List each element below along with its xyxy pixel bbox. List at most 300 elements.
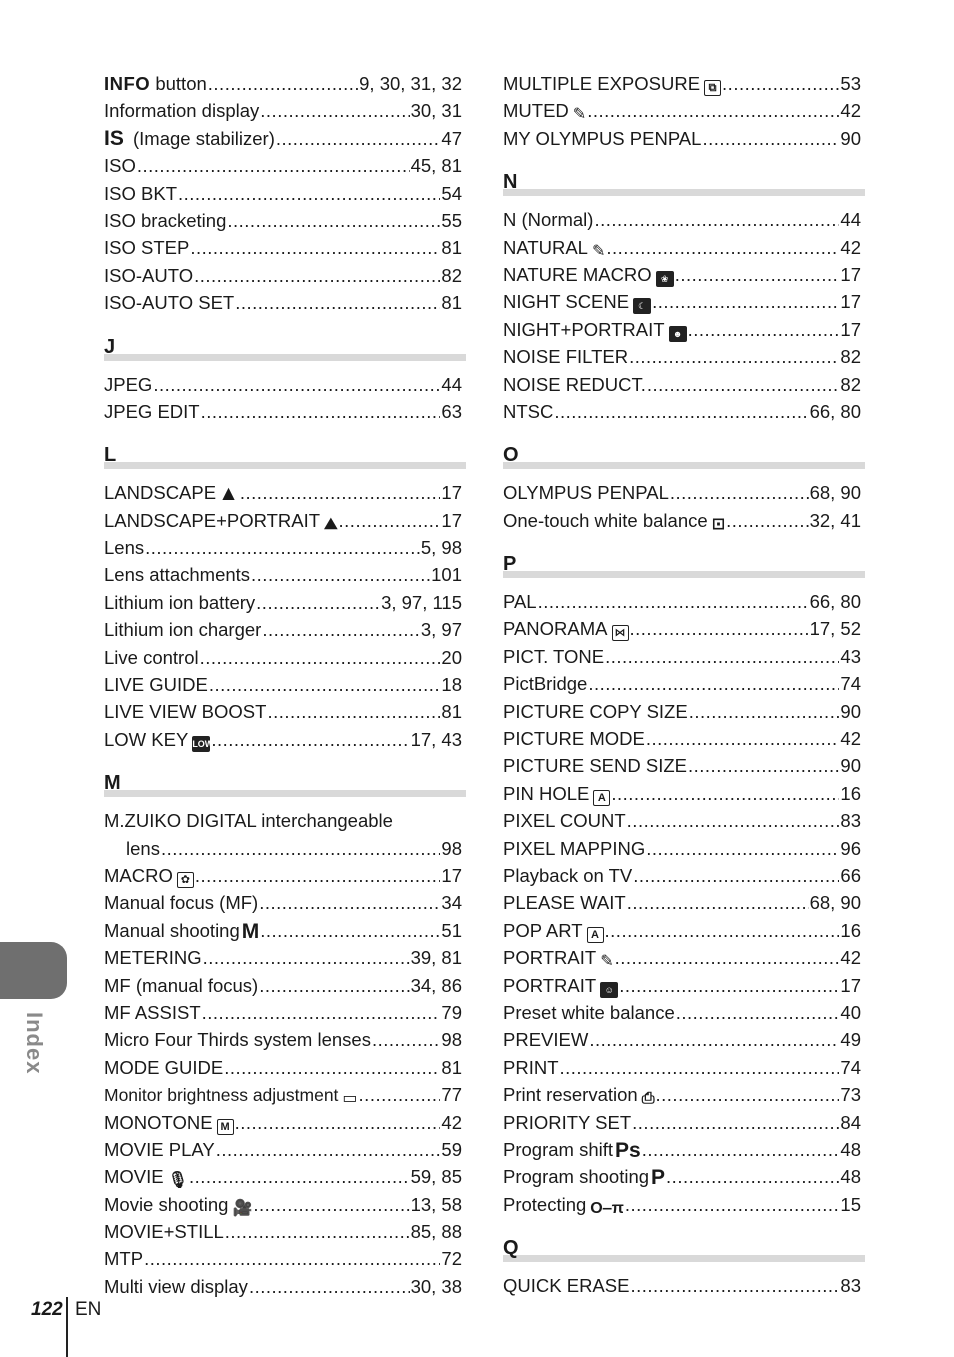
index-term — [503, 643, 604, 670]
index-entry — [104, 125, 466, 152]
manual-mode-icon: M — [241, 919, 260, 943]
index-term-text: ISO-AUTO SET — [104, 292, 235, 314]
index-term-text: MTP — [104, 1248, 144, 1270]
index-term — [503, 725, 645, 752]
index-term-text: Manual shooting — [104, 919, 240, 941]
page-references: 34 — [441, 892, 462, 914]
index-term-text: MULTIPLE EXPOSURE — [503, 73, 701, 94]
dot-leader — [225, 1218, 410, 1245]
dot-leader — [137, 152, 410, 179]
page-references: 77 — [441, 1084, 462, 1106]
page-references: 17 — [840, 291, 861, 313]
index-term — [104, 398, 200, 425]
index-entry — [104, 262, 466, 289]
page-references: 44 — [840, 209, 861, 231]
index-term-text: MOVIE PLAY — [104, 1138, 215, 1160]
section-bar — [104, 462, 466, 469]
dot-leader — [605, 643, 839, 670]
index-term — [104, 1273, 248, 1300]
index-term-text: LANDSCAPE — [104, 482, 217, 504]
index-term-text: PICTURE COPY SIZE — [503, 700, 688, 722]
dot-leader — [630, 1272, 839, 1299]
page-references: 98 — [441, 837, 462, 859]
index-term-text: MOVIE — [104, 1166, 164, 1188]
dot-leader — [372, 1026, 440, 1053]
index-term-prefix: INFO — [104, 73, 151, 94]
index-term-text: N (Normal) — [503, 209, 594, 231]
night-portrait-icon: ☻ — [669, 326, 687, 342]
index-entry — [104, 889, 466, 916]
index-term-text: OLYMPUS PENPAL — [503, 482, 669, 504]
page-references: 84 — [840, 1111, 861, 1133]
index-term — [104, 1191, 252, 1218]
index-entry — [503, 752, 865, 779]
index-term — [503, 1272, 629, 1299]
index-entry — [104, 561, 466, 588]
page-references: 49 — [840, 1029, 861, 1051]
index-entry — [104, 234, 466, 261]
index-term-text: PictBridge — [503, 673, 588, 695]
index-term-text: PICTURE MODE — [503, 728, 645, 750]
index-term-text: PRIORITY SET — [503, 1111, 632, 1133]
dot-leader — [194, 262, 440, 289]
index-term-text: NATURE MACRO — [503, 263, 652, 285]
index-term — [503, 780, 610, 807]
index-term-text: Lithium ion charger — [104, 619, 262, 641]
dot-leader — [203, 944, 410, 971]
portrait-scene-icon: ☺ — [600, 982, 618, 998]
landscape-portrait-icon: ⛰ — [324, 515, 338, 533]
dot-leader — [689, 698, 840, 725]
index-entry — [104, 479, 466, 506]
index-term — [104, 97, 259, 124]
index-term-text: Multi view display — [104, 1275, 248, 1297]
section-bar — [104, 790, 466, 797]
page-references: 13, 58 — [410, 1193, 462, 1215]
index-entry — [503, 999, 865, 1026]
index-term — [503, 70, 721, 97]
index-term — [503, 615, 629, 642]
index-term-text: Preset white balance — [503, 1001, 675, 1023]
page-references: 101 — [431, 564, 462, 586]
index-entry — [104, 917, 466, 944]
page-references: 17 — [441, 864, 462, 886]
index-term-text: MOVIE+STILL — [104, 1221, 224, 1243]
page-references: 66, 80 — [809, 591, 861, 613]
dot-leader — [153, 371, 440, 398]
index-term — [503, 507, 725, 534]
index-term — [503, 479, 669, 506]
page-references: 39, 81 — [410, 947, 462, 969]
dot-leader — [259, 972, 409, 999]
section-bar — [503, 462, 865, 469]
index-term-text: NOISE REDUCT. — [503, 373, 646, 395]
index-term — [104, 371, 152, 398]
dot-leader — [625, 1191, 840, 1218]
page-references: 90 — [840, 755, 861, 777]
index-term-text: One-touch white balance — [503, 509, 708, 531]
page-references: 48 — [840, 1138, 861, 1160]
page-references: 20 — [441, 646, 462, 668]
movie-camera-icon: 🎥 — [232, 1199, 253, 1217]
index-term — [104, 726, 214, 753]
index-term — [104, 1026, 371, 1053]
index-term — [104, 671, 208, 698]
index-entry — [104, 1191, 466, 1218]
page-references: 17 — [840, 263, 861, 285]
page-references: 45, 81 — [410, 155, 462, 177]
index-term — [104, 1082, 358, 1109]
dot-leader — [629, 343, 839, 370]
index-term — [503, 944, 614, 971]
section-bar — [503, 189, 865, 196]
page-references: 30, 38 — [410, 1275, 462, 1297]
section-header — [104, 771, 466, 799]
dot-leader — [611, 780, 839, 807]
index-term — [104, 889, 258, 916]
section-bar — [503, 571, 865, 578]
dot-leader — [202, 999, 441, 1026]
dot-leader — [189, 1163, 410, 1190]
dot-leader — [144, 1245, 440, 1272]
page-references: 16 — [840, 782, 861, 804]
index-term-text: MACRO — [104, 864, 173, 886]
index-term — [503, 1026, 588, 1053]
index-entry — [503, 588, 865, 615]
index-term-text: Lens — [104, 537, 145, 559]
index-entry — [104, 371, 466, 398]
index-entry — [503, 1272, 865, 1299]
dot-leader — [619, 972, 839, 999]
art-pop-icon: A — [587, 927, 604, 943]
page-references: 44 — [441, 373, 462, 395]
index-term-text: LIVE GUIDE — [104, 674, 208, 696]
page-references: 68, 90 — [809, 482, 861, 504]
index-entry — [503, 972, 865, 999]
index-entry — [503, 1136, 865, 1163]
index-term-text: Protecting — [503, 1193, 587, 1215]
index-term — [503, 288, 651, 315]
dot-leader — [666, 1163, 839, 1190]
section-letter: O — [503, 444, 519, 467]
page-references: 82 — [441, 264, 462, 286]
index-term-text: NOISE FILTER — [503, 346, 629, 368]
index-term-text: ISO bracketing — [104, 209, 227, 231]
index-term — [503, 917, 604, 944]
index-entry — [503, 835, 865, 862]
index-entry — [104, 944, 466, 971]
dot-leader — [538, 588, 809, 615]
index-entry — [503, 288, 865, 315]
page-references: 15 — [840, 1193, 861, 1215]
page-references: 63 — [441, 400, 462, 422]
index-entry — [503, 725, 865, 752]
index-term — [104, 289, 234, 316]
dot-leader — [615, 944, 840, 971]
index-term-text: PLEASE WAIT — [503, 892, 626, 914]
index-entry — [104, 70, 466, 97]
page-references: 98 — [441, 1029, 462, 1051]
index-term — [503, 807, 626, 834]
index-entry — [104, 152, 466, 179]
dot-leader — [276, 125, 441, 152]
index-entry — [503, 70, 865, 97]
dot-leader — [161, 835, 440, 862]
dot-leader — [145, 534, 420, 561]
macro-icon: ✿ — [177, 872, 194, 888]
index-term-text: MY OLYMPUS PENPAL — [503, 127, 702, 149]
index-entry — [104, 1136, 466, 1163]
page-references: 42 — [441, 1111, 462, 1133]
index-entry — [104, 1245, 466, 1272]
index-entry — [503, 371, 865, 398]
index-term — [503, 1163, 665, 1190]
index-term — [503, 316, 687, 343]
section-header — [503, 443, 865, 471]
index-entry — [503, 889, 865, 916]
dot-leader — [339, 507, 441, 534]
index-entry — [503, 862, 865, 889]
page-references: 9, 30, 31, 32 — [359, 73, 462, 94]
index-term-text: NATURAL — [503, 236, 588, 258]
index-term — [503, 889, 626, 916]
index-entry — [503, 125, 865, 152]
page-references: 3, 97 — [420, 619, 462, 641]
index-entry — [104, 616, 466, 643]
nature-macro-icon: ❀ — [656, 271, 674, 287]
index-term-text: button — [155, 73, 207, 94]
section-letter: M — [104, 772, 121, 795]
page-references: 32, 41 — [809, 509, 861, 531]
page-references: 42 — [840, 947, 861, 969]
index-term — [503, 1191, 624, 1218]
index-term-text: Program shooting — [503, 1166, 650, 1188]
index-term — [503, 1136, 641, 1163]
index-term-text: PANORAMA — [503, 618, 608, 640]
program-shift-icon: Ps — [615, 1138, 641, 1162]
index-entry — [503, 1109, 865, 1136]
index-entry — [104, 862, 466, 889]
dot-leader — [209, 671, 441, 698]
index-entry — [104, 1054, 466, 1081]
language-code: EN — [75, 1299, 102, 1320]
index-entry — [503, 670, 865, 697]
index-term — [104, 1136, 215, 1163]
index-term-text: POP ART — [503, 919, 583, 941]
index-term-text: Information display — [104, 100, 260, 122]
page-references: 55 — [441, 209, 462, 231]
page-references: 40 — [840, 1001, 861, 1023]
index-entry — [104, 97, 466, 124]
index-term — [104, 125, 275, 152]
section-header — [104, 443, 466, 471]
index-term-text: Monitor brightness adjustment — [104, 1085, 339, 1106]
section-header — [503, 1236, 865, 1264]
panorama-icon: ⋈ — [612, 625, 629, 641]
section-letter: P — [503, 553, 517, 576]
dot-leader — [675, 261, 840, 288]
page-references: 17, 43 — [410, 728, 462, 750]
dot-leader — [178, 180, 440, 207]
index-sections-right — [503, 170, 865, 1299]
index-term — [104, 70, 207, 97]
index-term — [503, 698, 688, 725]
page-references: 17 — [441, 482, 462, 504]
landscape-icon: ▲ — [218, 482, 239, 506]
page-references: 18 — [441, 674, 462, 696]
page-references: 5, 98 — [420, 537, 462, 559]
index-term — [104, 835, 160, 862]
index-term — [104, 616, 261, 643]
index-term — [104, 479, 239, 506]
index-term — [503, 752, 687, 779]
dot-leader — [676, 999, 840, 1026]
index-term-text: PIN HOLE — [503, 782, 590, 804]
page-references: 53 — [840, 73, 861, 94]
dot-leader — [688, 316, 840, 343]
index-term-text: Manual focus (MF) — [104, 892, 259, 914]
index-term-text: Lens attachments — [104, 564, 251, 586]
dot-leader — [670, 479, 809, 506]
index-term-text: METERING — [104, 947, 202, 969]
index-entry — [503, 615, 865, 642]
page-references: 81 — [441, 701, 462, 723]
dot-leader — [195, 862, 441, 889]
dot-leader — [260, 917, 440, 944]
index-term-text: Micro Four Thirds system lenses — [104, 1029, 371, 1051]
index-term — [503, 206, 593, 233]
index-term-prefix: IS — [104, 126, 124, 150]
index-term-text: MODE GUIDE — [104, 1056, 224, 1078]
index-term — [104, 234, 189, 261]
page-references: 66, 80 — [809, 400, 861, 422]
dot-leader — [208, 70, 358, 97]
page-references: 47 — [441, 127, 462, 149]
index-term — [503, 97, 586, 124]
dot-leader — [259, 889, 440, 916]
index-term-text: PICTURE SEND SIZE — [503, 755, 687, 777]
dot-leader — [211, 726, 409, 753]
page-references: 82 — [840, 346, 861, 368]
portrait-picture-mode-icon: ✎ — [600, 953, 614, 971]
dot-leader — [359, 1081, 441, 1108]
index-term-text: NTSC — [503, 400, 554, 422]
dot-leader — [235, 1109, 441, 1136]
index-term-text: PIXEL MAPPING — [503, 837, 646, 859]
index-entry — [104, 180, 466, 207]
dot-leader — [262, 616, 420, 643]
index-term — [503, 234, 605, 261]
index-term — [503, 999, 675, 1026]
dot-leader — [267, 698, 440, 725]
page-references: 81 — [441, 1056, 462, 1078]
page-references: 48 — [840, 1166, 861, 1188]
page-references: 54 — [441, 182, 462, 204]
index-entry — [104, 1109, 466, 1136]
page-references: 66 — [840, 864, 861, 886]
page-references: 51 — [441, 919, 462, 941]
index-group-i — [104, 70, 466, 317]
dot-leader — [647, 371, 840, 398]
page-references: 59 — [441, 1138, 462, 1160]
page-number: 122 — [31, 1299, 63, 1320]
index-term — [503, 1054, 559, 1081]
page-references: 42 — [840, 100, 861, 122]
protect-key-icon: O‒π — [590, 1199, 624, 1217]
page-references: 17 — [840, 974, 861, 996]
index-term — [104, 534, 144, 561]
page-references: 83 — [840, 810, 861, 832]
index-term — [104, 180, 177, 207]
index-term-text: PICT. TONE — [503, 645, 605, 667]
index-term — [104, 862, 194, 889]
index-entry — [104, 972, 466, 999]
index-term-text: lens — [126, 837, 160, 859]
page-references: 96 — [840, 837, 861, 859]
index-entry — [503, 1191, 865, 1218]
index-entry — [104, 807, 466, 834]
index-term-text: M.ZUIKO DIGITAL interchangeable — [104, 810, 393, 832]
dot-leader — [642, 1136, 840, 1163]
page-references: 68, 90 — [809, 892, 861, 914]
index-entry — [503, 1026, 865, 1053]
dot-leader — [646, 835, 839, 862]
monitor-brightness-icon: ▭ — [342, 1090, 358, 1108]
index-entry — [104, 999, 466, 1026]
page-references: 81 — [441, 292, 462, 314]
page-references: 85, 88 — [410, 1221, 462, 1243]
dot-leader — [224, 1054, 440, 1081]
muted-picture-mode-icon: ✎ — [572, 106, 587, 124]
index-column-left — [104, 70, 466, 1300]
dot-leader — [240, 479, 441, 506]
dot-leader — [605, 917, 840, 944]
page-references: 43 — [840, 645, 861, 667]
page-references: 3, 97, 115 — [381, 591, 462, 613]
index-entry — [503, 917, 865, 944]
dot-leader — [200, 644, 441, 671]
index-term-text: PAL — [503, 591, 537, 613]
dot-leader — [646, 725, 840, 752]
page-references: 17 — [840, 318, 861, 340]
index-term — [503, 972, 618, 999]
index-term — [104, 589, 255, 616]
dot-leader — [587, 97, 839, 124]
index-term — [503, 343, 628, 370]
index-entry — [503, 780, 865, 807]
index-term-text: LIVE VIEW BOOST — [104, 701, 267, 723]
index-term — [503, 1081, 655, 1108]
page-references: 90 — [840, 127, 861, 149]
index-entry — [503, 343, 865, 370]
dot-leader — [249, 1273, 410, 1300]
index-term-text: ISO BKT — [104, 182, 177, 204]
index-entry — [503, 807, 865, 834]
index-term-text: MONOTONE — [104, 1111, 213, 1133]
index-term-text: PIXEL COUNT — [503, 810, 626, 832]
page-references: 16 — [840, 919, 861, 941]
index-term-text: Lithium ion battery — [104, 591, 256, 613]
footer-divider — [66, 1297, 68, 1357]
index-term — [503, 862, 632, 889]
dot-leader — [235, 289, 440, 316]
index-entry — [104, 207, 466, 234]
section-letter: J — [104, 335, 116, 358]
index-term-text: JPEG EDIT — [104, 400, 200, 422]
index-term — [104, 1163, 188, 1190]
dot-leader — [190, 234, 440, 261]
page-references: 83 — [840, 1275, 861, 1297]
